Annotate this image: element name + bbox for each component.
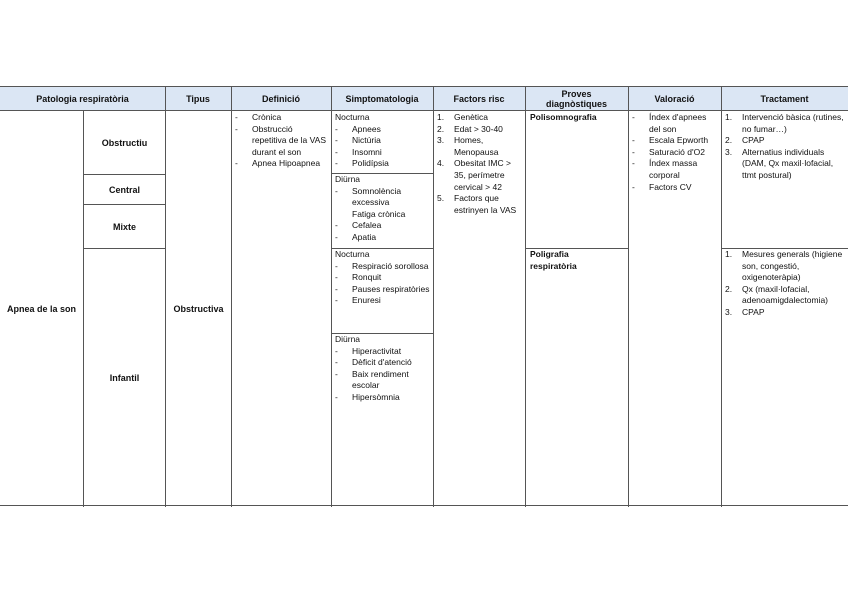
- list-item: - Crònica: [235, 112, 282, 122]
- list-item: 1. Genètica: [437, 112, 489, 122]
- tipus-value: Obstructiva: [173, 304, 224, 314]
- list-item: 2. Qx (maxil·lofacial, adenoamigdalectomia): [725, 283, 828, 306]
- list-item: - Apnees: [335, 123, 381, 134]
- list-item: - Somnolència excessiva: [335, 185, 402, 208]
- simpt-adult-diurna: [335, 174, 431, 244]
- list-item: Fatiga crònica: [352, 208, 406, 219]
- list-item: - Baix rendiment escolar: [335, 368, 409, 391]
- list-item: - Respiració sorollosa: [335, 260, 429, 271]
- list-item: 1. Intervenció bàsica (rutines, no fumar…): [725, 112, 844, 134]
- list-item: 3. CPAP: [725, 306, 765, 317]
- list-item: 3. Homes, Menopausa: [437, 135, 499, 157]
- list-item: 4. Obesitat IMC > 35, perímetre cervical > 42: [437, 158, 511, 192]
- valoracio-cell: [632, 112, 719, 193]
- list-item: - Hipersòmnia: [335, 391, 400, 402]
- simpt-adult-nocturna: [335, 112, 431, 170]
- col-divider: [433, 87, 434, 507]
- header-proves: Proves diagnòstiques: [525, 87, 628, 111]
- list-item: 2. Edat > 30-40: [437, 123, 503, 134]
- list-item: - Enuresi: [335, 295, 381, 306]
- simpt-title: Nocturna: [335, 249, 370, 259]
- tractament-adult: [725, 112, 846, 182]
- simpt-title: Nocturna: [335, 112, 370, 122]
- list-item: - Factors CV: [632, 181, 692, 192]
- header-tipus: Tipus: [165, 87, 231, 111]
- simpt-infant-diurna: [335, 334, 431, 404]
- list-item: - Pauses respiratòries: [335, 283, 430, 294]
- list-item: - Índex massa corporal: [632, 158, 698, 180]
- simpt-infant-nocturna: [335, 249, 431, 307]
- list-item: - Saturació d'O2: [632, 146, 705, 157]
- definicio-cell: [235, 112, 329, 170]
- list-item: - Índex d'apnees del son: [632, 112, 707, 134]
- header-valoracio: Valoració: [628, 87, 721, 111]
- list-item: - Escala Epworth: [632, 135, 709, 146]
- tractament-infant: [725, 249, 848, 319]
- subtype-obstructiu: Obstructiu: [101, 137, 148, 148]
- col-divider: [331, 87, 332, 507]
- list-item: - Hiperactivitat: [335, 345, 402, 356]
- list-item: - Polidípsia: [335, 158, 389, 169]
- pathology-table: [0, 86, 848, 506]
- factors-risc-cell: [437, 112, 523, 216]
- simpt-title: Diürna: [335, 174, 361, 184]
- list-item: - Dèficit d'atenció: [335, 357, 412, 368]
- header-definicio: Definició: [231, 87, 331, 111]
- header-patologia: Patologia respiratòria: [0, 87, 165, 111]
- proves-infant: Poligrafia respiratòria: [530, 249, 577, 271]
- pathology-name: Apnea de la son: [6, 304, 77, 314]
- list-item: - Apnea Hipoapnea: [235, 158, 321, 169]
- subtype-infantil: Infantil: [109, 373, 140, 383]
- proves-adult: Polisomnografia: [530, 112, 597, 122]
- list-item: - Insomni: [335, 146, 382, 157]
- header-factors-risc: Factors risc: [433, 87, 525, 111]
- list-item: 5. Factors que estrinyen la VAS: [437, 193, 517, 215]
- col-divider: [231, 87, 232, 507]
- list-item: - Cefalea: [335, 220, 382, 231]
- header-tractament: Tractament: [721, 87, 848, 111]
- list-item: 2. CPAP: [725, 135, 765, 146]
- header-simptomatologia: Simptomatologia: [331, 87, 433, 111]
- col-divider: [525, 87, 526, 507]
- list-item: - Ronquit: [335, 272, 382, 283]
- list-item: 3. Alternatius individuals (DAM, Qx maxil·lofacial, ttmt postural): [725, 146, 834, 180]
- subtype-central: Central: [108, 184, 140, 195]
- list-item: 1. Mesures generals (higiene son, congestió, oxigenoteràpia): [725, 249, 843, 283]
- list-item: - Obstrucció repetitiva de la VAS durant el son: [235, 123, 327, 157]
- list-item: - Apatia: [335, 231, 377, 242]
- subtype-mixte: Mixte: [112, 221, 136, 232]
- col-divider: [721, 87, 722, 507]
- list-item: - Nictúria: [335, 135, 381, 146]
- simpt-title: Diürna: [335, 334, 361, 344]
- col-divider: [628, 87, 629, 507]
